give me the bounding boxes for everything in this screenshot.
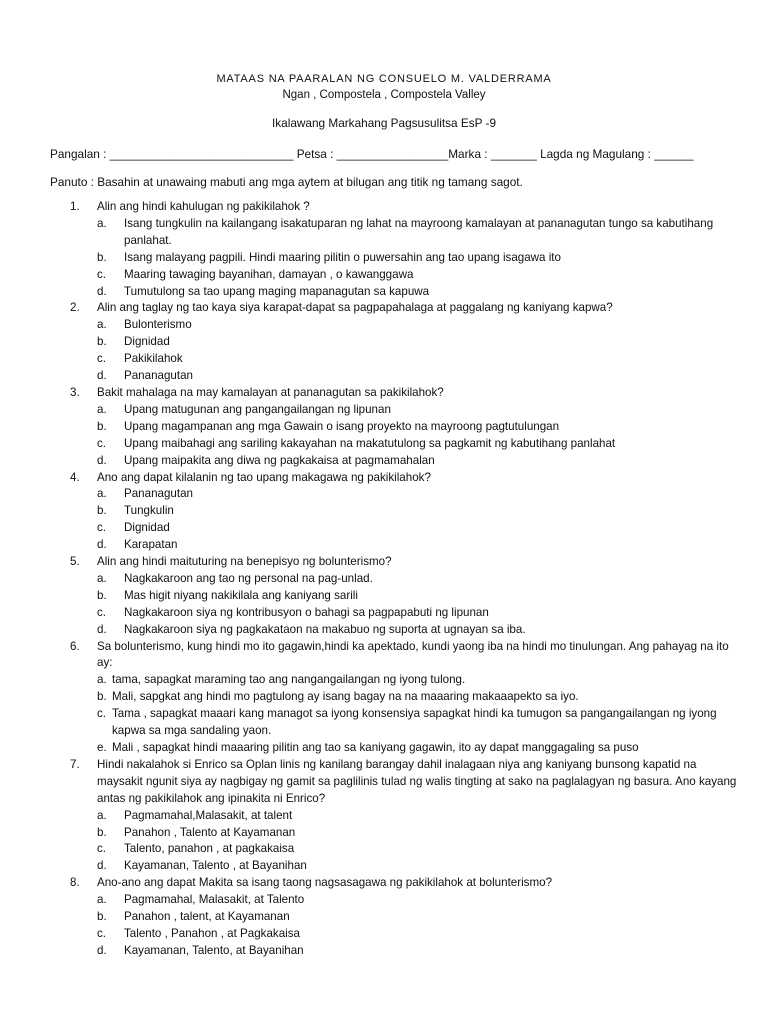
choice-text: Nagkakaroon siya ng kontribusyon o bahagi sa pagpapabuti ng lipunan: [124, 605, 489, 619]
choice-letter: a.: [97, 571, 107, 585]
question-number: 4.: [70, 470, 80, 484]
question-number: 7.: [70, 757, 80, 771]
name-field: Pangalan : ____________________________: [50, 147, 294, 161]
answer-choice[interactable]: [97, 588, 740, 605]
choice-letter: a.: [97, 402, 107, 416]
choice-text: Tumutulong sa tao upang maging mapanagutan sa kapuwa: [124, 284, 430, 298]
choice-text: Pananagutan: [124, 369, 193, 383]
choice-letter: d.: [97, 859, 107, 873]
answer-choice[interactable]: [97, 571, 740, 588]
choice-list: [97, 892, 740, 960]
choice-letter: b.: [97, 504, 107, 518]
answer-choice[interactable]: [97, 503, 740, 520]
answer-choice[interactable]: [97, 267, 740, 284]
choice-letter: b.: [97, 690, 107, 704]
answer-choice[interactable]: [97, 419, 740, 436]
choice-letter: c.: [97, 926, 107, 940]
question-number: 8.: [70, 876, 80, 890]
grade-field: Marka : _______: [448, 147, 537, 161]
answer-choice[interactable]: [97, 250, 740, 267]
choice-text: Nagkakaroon siya ng pagkakataon na makabuo ng suporta at ugnayan sa iba.: [124, 622, 526, 636]
answer-choice[interactable]: [97, 453, 740, 470]
choice-text: Dignidad: [124, 521, 170, 535]
answer-choice[interactable]: [97, 926, 740, 943]
answer-choice[interactable]: [97, 537, 740, 554]
question-number: 3.: [70, 385, 80, 399]
choice-letter: a.: [97, 318, 107, 332]
answer-choice[interactable]: [97, 909, 740, 926]
question-text: Ano ang dapat kilalanin ng tao upang makagawa ng pakikilahok?: [97, 470, 431, 484]
choice-text: Kayamanan, Talento , at Bayanihan: [124, 859, 307, 873]
question-number: 5.: [70, 555, 80, 569]
choice-text: Pananagutan: [124, 487, 193, 501]
answer-choice[interactable]: [97, 334, 740, 351]
school-name: MATAAS NA PAARALAN NG CONSUELO M. VALDERRAMA: [216, 73, 552, 85]
choice-text: Upang matugunan ang pangangailangan ng lipunan: [124, 402, 391, 416]
answer-choice[interactable]: [97, 351, 740, 368]
choice-letter: b.: [97, 825, 107, 839]
question-item: [70, 199, 740, 300]
choice-letter: d.: [97, 943, 107, 957]
choice-letter: c.: [97, 436, 107, 450]
exam-title: Ikalawang Markahang Pagsusulitsa EsP -9: [271, 116, 497, 130]
question-item: [70, 875, 740, 960]
choice-list: [97, 571, 740, 639]
answer-choice[interactable]: [97, 892, 740, 909]
choice-list: [97, 672, 740, 757]
date-field: Petsa : _________________: [296, 147, 449, 161]
answer-choice[interactable]: [97, 706, 740, 740]
choice-letter: d.: [97, 622, 107, 636]
choice-text: Talento , Panahon , at Pagkakaisa: [124, 926, 300, 940]
question-number: 2.: [70, 301, 80, 315]
choice-text: Pakikilahok: [124, 352, 183, 366]
answer-choice[interactable]: [97, 622, 740, 639]
answer-choice[interactable]: [97, 436, 740, 453]
answer-choice[interactable]: [97, 825, 740, 842]
choice-letter: c.: [97, 707, 107, 721]
question-text: Ano-ano ang dapat Makita sa isang taong nagsasagawa ng pakikilahok at bolunterismo?: [97, 876, 553, 890]
choice-letter: d.: [97, 453, 107, 467]
choice-text: Maaring tawaging bayanihan, damayan , o kawanggawa: [124, 267, 414, 281]
answer-choice[interactable]: [97, 317, 740, 334]
choice-text: Panahon , talent, at Kayamanan: [124, 910, 290, 924]
question-text: Alin ang taglay ng tao kaya siya karapat-dapat sa pagpapahalaga at paggalang ng kaniyang kapwa?: [97, 301, 613, 315]
parent-signature-field: Lagda ng Magulang : ______: [540, 147, 694, 161]
question-number: 6.: [70, 639, 80, 653]
question-item: [70, 554, 740, 639]
choice-letter: c.: [97, 521, 107, 535]
instructions: Panuto : Basahin at unawaing mabuti ang mga aytem at bilugan ang titik ng tamang sagot.: [50, 175, 523, 189]
choice-text: Mali, sapgkat ang hindi mo pagtulong ay isang bagay na na maaaring makaaapekto sa iyo.: [112, 690, 579, 704]
choice-list: [97, 317, 740, 385]
answer-choice[interactable]: [97, 808, 740, 825]
choice-letter: a.: [97, 808, 107, 822]
choice-letter: c.: [97, 352, 107, 366]
answer-choice[interactable]: [97, 402, 740, 419]
choice-letter: b.: [97, 335, 107, 349]
choice-text: Mali , sapagkat hindi maaaring pilitin ang tao sa kaniyang gagawin, ito ay dapat manggagaling sa puso: [112, 741, 639, 754]
choice-text: Mas higit niyang nakikilala ang kaniyang sarili: [124, 588, 358, 602]
answer-choice[interactable]: [97, 841, 740, 858]
choice-list: [97, 216, 740, 301]
answer-choice[interactable]: [97, 284, 740, 301]
answer-choice[interactable]: [97, 486, 740, 503]
answer-choice[interactable]: [97, 605, 740, 622]
student-info-fields: [50, 146, 740, 163]
answer-choice[interactable]: [97, 943, 740, 960]
choice-text: Upang maibahagi ang sariling kakayahan na makatutulong sa pagkamit ng kabutihang panlahat: [124, 436, 616, 450]
choice-letter: d.: [97, 284, 107, 298]
question-number: 1.: [70, 200, 80, 213]
question-text: Bakit mahalaga na may kamalayan at pananagutan sa pakikilahok?: [97, 385, 444, 399]
question-item: [70, 385, 740, 470]
choice-letter: a.: [97, 673, 107, 687]
question-item: [70, 470, 740, 555]
question-item: [70, 639, 740, 757]
choice-text: Upang magampanan ang mga Gawain o isang proyekto na mayroong pagtutulungan: [124, 419, 560, 433]
choice-text: Dignidad: [124, 335, 170, 349]
answer-choice[interactable]: [97, 216, 740, 250]
choice-text: Panahon , Talento at Kayamanan: [124, 825, 296, 839]
question-item: [70, 757, 740, 875]
choice-text: Nagkakaroon ang tao ng personal na pag-unlad.: [124, 571, 373, 585]
question-list: [70, 199, 740, 960]
choice-text: Upang maipakita ang diwa ng pagkakaisa at pagmamahalan: [124, 453, 435, 467]
answer-choice[interactable]: [97, 368, 740, 385]
choice-letter: a.: [97, 487, 107, 501]
question-item: [70, 300, 740, 385]
choice-text: Tama , sapagkat maaari kang managot sa iyong konsensiya sapagkat hindi ka tumugon sa pangangailangan ng iyong kapwa sa mga sandaling yaon.: [112, 707, 717, 738]
choice-text: Talento, panahon , at pagkakaisa: [124, 842, 295, 856]
choice-letter: c.: [97, 267, 107, 281]
answer-choice[interactable]: [97, 520, 740, 537]
answer-choice[interactable]: [97, 672, 740, 689]
choice-letter: d.: [97, 369, 107, 383]
choice-letter: b.: [97, 250, 107, 264]
choice-letter: b.: [97, 910, 107, 924]
choice-letter: a.: [97, 216, 107, 230]
choice-text: tama, sapagkat maraming tao ang nangangailangan ng iyong tulong.: [112, 673, 466, 687]
answer-choice[interactable]: [97, 858, 740, 875]
choice-text: Tungkulin: [124, 504, 174, 518]
answer-choice[interactable]: [97, 740, 740, 757]
school-address: Ngan , Compostela , Compostela Valley: [282, 89, 486, 101]
choice-text: Isang tungkulin na kailangang isakatuparan ng lahat na mayroong kamalayan at pananagutan tungo sa kabutihang panlahat.: [124, 216, 714, 247]
choice-list: [97, 486, 740, 554]
choice-letter: b.: [97, 419, 107, 433]
question-text: Alin ang hindi kahulugan ng pakikilahok ?: [97, 200, 310, 213]
choice-list: [97, 808, 740, 876]
choice-text: Pagmamahal,Malasakit, at talent: [124, 808, 293, 822]
choice-text: Bulonterismo: [124, 318, 192, 332]
answer-choice[interactable]: [97, 689, 740, 706]
choice-letter: c.: [97, 842, 107, 856]
choice-text: Karapatan: [124, 538, 178, 552]
question-text: Hindi nakalahok si Enrico sa Oplan linis ng kanilang barangay dahil inalagaan niya ang kaniyang bunsong kapatid na maysakit ngunit siya ay nagbigay ng gamit sa paglilinis tulad ng walis tingting at sako na paglalagyan ng basura. Ano kayang antas ng pakikilahok ang ipinakita ni Enrico?: [97, 757, 737, 805]
choice-text: Kayamanan, Talento, at Bayanihan: [124, 943, 304, 957]
choice-letter: e.: [97, 741, 107, 754]
choice-letter: d.: [97, 538, 107, 552]
question-text: Alin ang hindi maituturing na benepisyo ng bolunterismo?: [97, 555, 392, 569]
choice-text: Isang malayang pagpili. Hindi maaring pilitin o puwersahin ang tao upang isagawa ito: [124, 250, 561, 264]
choice-letter: c.: [97, 605, 107, 619]
choice-letter: b.: [97, 588, 107, 602]
question-text: Sa bolunterismo, kung hindi mo ito gagawin,hindi ka apektado, kundi yaong iba na hindi mo tinulungan. Ang pahayag na ito ay:: [97, 639, 729, 670]
choice-text: Pagmamahal, Malasakit, at Talento: [124, 893, 305, 907]
choice-letter: a.: [97, 893, 107, 907]
choice-list: [97, 402, 740, 470]
